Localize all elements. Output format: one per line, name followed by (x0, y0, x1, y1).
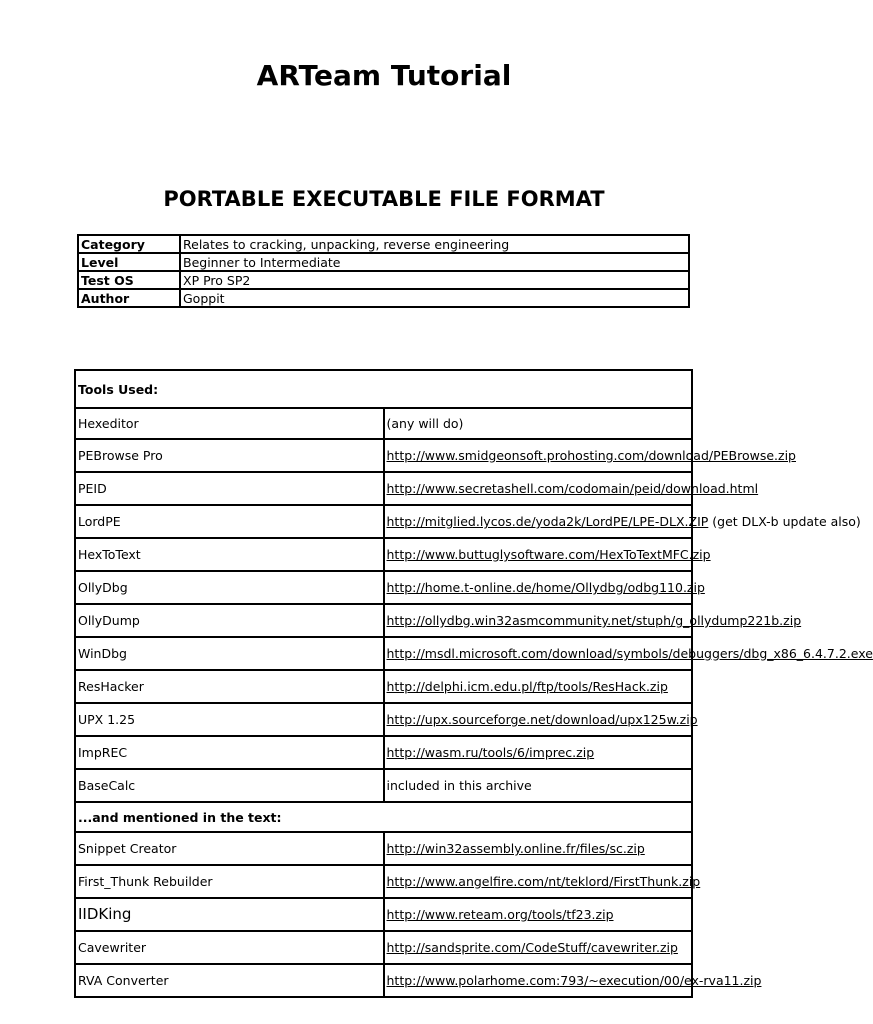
tool-download-link[interactable]: http://wasm.ru/tools/6/imprec.zip (386, 745, 595, 760)
tools-table (74, 369, 873, 998)
tool-row-snippet-creator (75, 832, 692, 865)
tool-note: included in this archive (384, 769, 693, 802)
tool-row-hextotext (75, 538, 692, 571)
info-row-level (78, 253, 689, 271)
tool-name: First_Thunk Rebuilder (75, 865, 384, 898)
tool-note: (any will do) (384, 408, 693, 439)
tool-name: WinDbg (75, 637, 384, 670)
tool-download-link[interactable]: http://www.polarhome.com:793/~execution/00/ex-rva11.zip (386, 973, 762, 988)
tool-download-link[interactable]: http://www.smidgeonsoft.prohosting.com/download/PEBrowse.zip (386, 448, 796, 463)
tool-name: PEBrowse Pro (75, 439, 384, 472)
category-label: Category (78, 235, 180, 253)
tool-download-link[interactable]: http://www.reteam.org/tools/tf23.zip (386, 907, 614, 922)
tool-name: IIDKing (75, 898, 384, 931)
tool-name: LordPE (75, 505, 384, 538)
tutorial-info-table (77, 234, 690, 308)
tool-name: OllyDump (75, 604, 384, 637)
tool-row-basecalc (75, 769, 692, 802)
tool-name: OllyDbg (75, 571, 384, 604)
tool-row-peid (75, 472, 692, 505)
tool-note: (get DLX-b update also) (708, 514, 861, 529)
tool-row-upx (75, 703, 692, 736)
tool-row-ollydump (75, 604, 692, 637)
tool-download-link[interactable]: http://mitglied.lycos.de/yoda2k/LordPE/LPE-DLX.ZIP (386, 514, 709, 529)
mentioned-heading: ...and mentioned in the text: (75, 802, 692, 832)
tool-name: RVA Converter (75, 964, 384, 997)
tool-row-cavewriter (75, 931, 692, 964)
test-os-value: XP Pro SP2 (180, 271, 689, 289)
tool-row-first-thunk-rebuilder (75, 865, 692, 898)
tool-download-link[interactable]: http://win32assembly.online.fr/files/sc.zip (386, 841, 645, 856)
tool-row-imprec (75, 736, 692, 769)
mentioned-header-row (75, 802, 692, 832)
tool-row-iidking (75, 898, 692, 931)
level-value: Beginner to Intermediate (180, 253, 689, 271)
tool-row-ollydbg (75, 571, 692, 604)
tool-name: ImpREC (75, 736, 384, 769)
tool-name: Hexeditor (75, 408, 384, 439)
tool-download-link[interactable]: http://www.angelfire.com/nt/teklord/FirstThunk.zip (386, 874, 701, 889)
tool-name: ResHacker (75, 670, 384, 703)
tools-used-heading: Tools Used: (75, 370, 692, 408)
tool-name: BaseCalc (75, 769, 384, 802)
author-value: Goppit (180, 289, 689, 307)
tool-name: PEID (75, 472, 384, 505)
tool-download-link[interactable]: http://msdl.microsoft.com/download/symbols/debuggers/dbg_x86_6.4.7.2.exe (386, 646, 873, 661)
category-value: Relates to cracking, unpacking, reverse engineering (180, 235, 689, 253)
tool-row-windbg (75, 637, 692, 670)
author-label: Author (78, 289, 180, 307)
info-row-category (78, 235, 689, 253)
level-label: Level (78, 253, 180, 271)
tool-row-hexeditor (75, 408, 692, 439)
tool-download-link[interactable]: http://www.secretashell.com/codomain/peid/download.html (386, 481, 759, 496)
tool-name: HexToText (75, 538, 384, 571)
tool-row-lordpe (75, 505, 692, 538)
tool-download-link[interactable]: http://upx.sourceforge.net/download/upx125w.zip (386, 712, 698, 727)
tool-download-link[interactable]: http://ollydbg.win32asmcommunity.net/stuph/g_ollydump221b.zip (386, 613, 802, 628)
tool-download-link[interactable]: http://sandsprite.com/CodeStuff/cavewriter.zip (386, 940, 678, 955)
tool-name: UPX 1.25 (75, 703, 384, 736)
tool-download-link[interactable]: http://delphi.icm.edu.pl/ftp/tools/ResHack.zip (386, 679, 668, 694)
tool-row-rva-converter (75, 964, 692, 997)
document-subtitle: PORTABLE EXECUTABLE FILE FORMAT (163, 187, 605, 211)
tool-row-pebrowse (75, 439, 692, 472)
tool-name: Snippet Creator (75, 832, 384, 865)
tools-header-row (75, 370, 692, 408)
info-row-author (78, 289, 689, 307)
tool-name: Cavewriter (75, 931, 384, 964)
document-title: ARTeam Tutorial (256, 59, 512, 92)
tool-download-link[interactable]: http://www.buttuglysoftware.com/HexToTextMFC.zip (386, 547, 711, 562)
info-row-test-os (78, 271, 689, 289)
tool-download-link[interactable]: http://home.t-online.de/home/Ollydbg/odbg110.zip (386, 580, 705, 595)
tool-row-reshacker (75, 670, 692, 703)
test-os-label: Test OS (78, 271, 180, 289)
